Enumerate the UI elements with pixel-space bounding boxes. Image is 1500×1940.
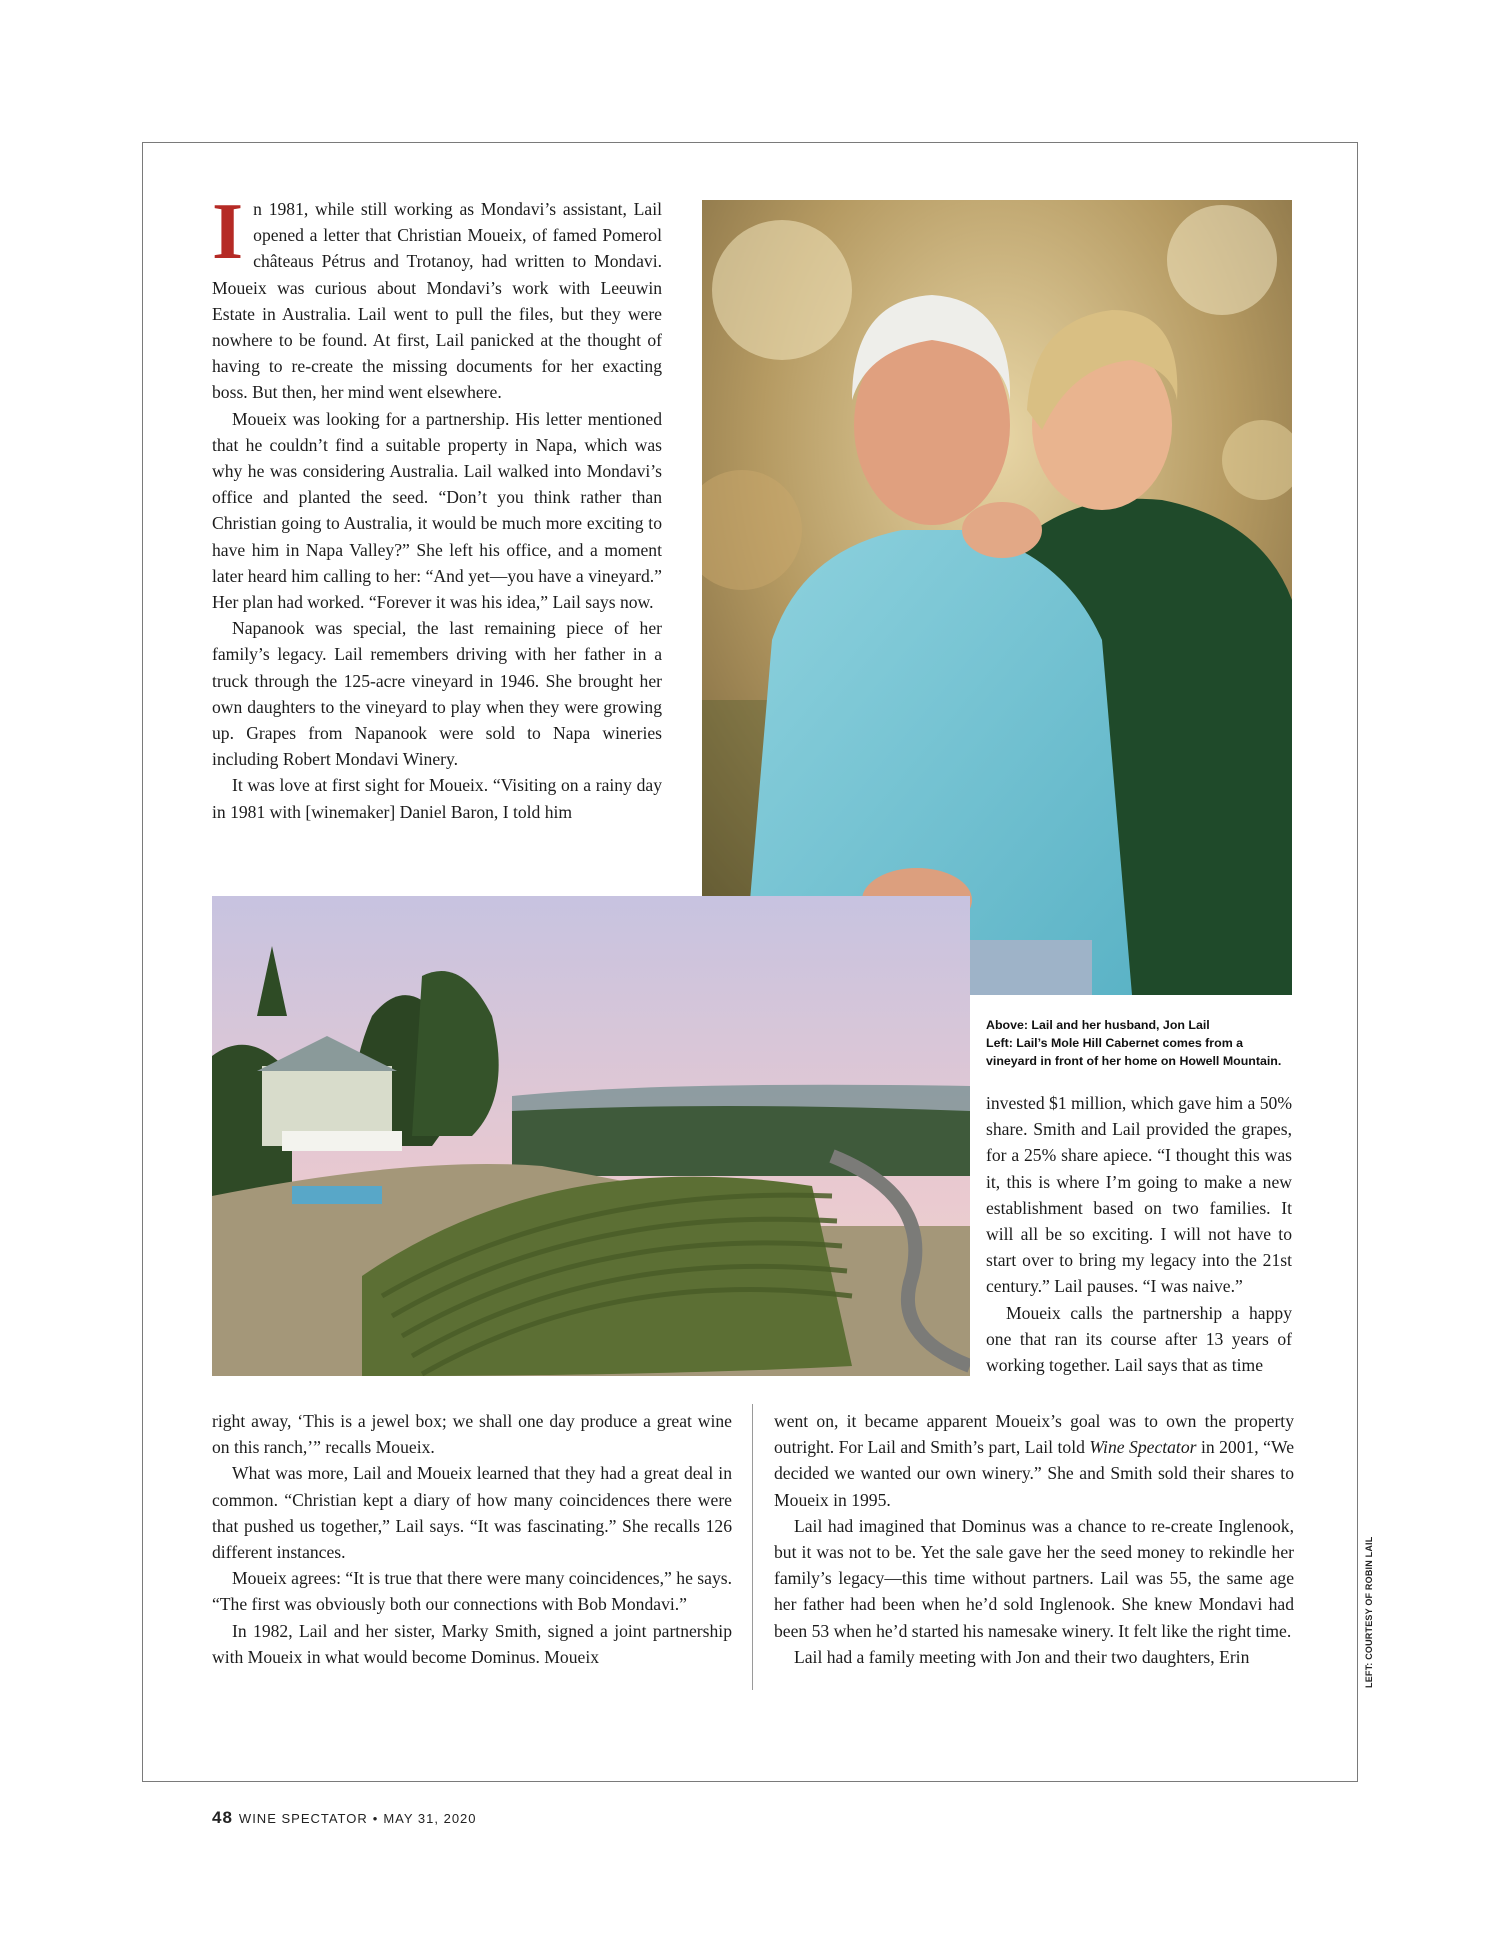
folio-separator: • <box>372 1811 379 1826</box>
article-paragraph: right away, ‘This is a jewel box; we shall one day produce a great wine on this ranch,’” recalls Moueix. <box>212 1411 732 1458</box>
publication-title: WINE SPECTATOR <box>238 1811 368 1826</box>
article-paragraph: It was love at first sight for Moueix. “Visiting on a rainy day in 1981 with [winemaker] Daniel Baron, I told him <box>212 775 662 822</box>
article-column-3 <box>212 1408 732 1670</box>
article-paragraph: In 1981, while still working as Mondavi’s assistant, Lail opened a letter that Christian Moueix, of famed Pomerol châteaus Pétrus and Trotanoy, had written to Mondavi. Moueix was curious about Mondavi’s work with Leeuwin Estate in Australia. Lail went to pull the files, but they were nowhere to be found. At first, Lail panicked at the thought of having to re-create the missing documents for her exacting boss. But then, her mind went elsewhere. <box>212 188 662 403</box>
article-paragraph: In 1982, Lail and her sister, Marky Smith, signed a joint partnership with Moueix in what would become Dominus. Moueix <box>212 1620 732 1667</box>
photo-caption <box>986 1016 1306 1070</box>
caption-line: Above: Lail and her husband, Jon Lail <box>986 1018 1210 1032</box>
article-paragraph: Moueix was looking for a partnership. His letter mentioned that he couldn’t find a suitable property in Napa, which was why he was considering Australia. Lail walked into Mondavi’s office and planted the seed. “Don’t you think rather than Christian going to Australia, it would be much more exciting to have him in Napa Valley?” She left his office, and a moment later heard him calling to her: “And yet—you have a vineyard.” Her plan had worked. “Forever it was his idea,” Lail says now. <box>212 408 662 613</box>
article-column-4 <box>774 1408 1294 1670</box>
article-column-2 <box>986 1090 1292 1378</box>
vineyard-photo <box>212 896 970 1376</box>
article-paragraph: Lail had a family meeting with Jon and their two daughters, Erin <box>794 1646 1250 1667</box>
page-number: 48 <box>212 1808 233 1827</box>
article-paragraph: What was more, Lail and Moueix learned that they had a great deal in common. “Christian kept a diary of how many coincidences there were that pushed us together,” Lail says. “It was fascinating.” She recalls 126 different instances. <box>212 1463 732 1563</box>
publication-name: Wine Spectator <box>1089 1437 1197 1458</box>
article-column-1 <box>212 188 662 825</box>
article-paragraph: invested $1 million, which gave him a 50% share. Smith and Lail provided the grapes, for a 25% share apiece. “I thought this was it, this is where I’m going to make a new establishment based on two families. It will all be so exciting. I will not have to start over to bring my legacy into the 21st century.” Lail pauses. “I was naive.” <box>986 1093 1292 1297</box>
drop-cap: I <box>212 188 244 276</box>
article-paragraph: Moueix calls the partnership a happy one that ran its course after 13 years of working together. Lail says that as time <box>986 1302 1292 1376</box>
article-paragraph: Lail had imagined that Dominus was a chance to re-create Inglenook, but it was not to be. Yet the sale gave her the seed money to rekindle her family’s legacy—this time without partners. Lail was 55, the same age her father had been when he’d sold Inglenook. She knew Mondavi had been 53 when he’d started his namesake winery. It felt like the right time. <box>774 1515 1294 1641</box>
page-folio <box>212 1808 477 1828</box>
couple-photo <box>702 200 1292 995</box>
issue-date: MAY 31, 2020 <box>383 1811 477 1826</box>
article-paragraph: went on, it became apparent Moueix’s goal was to own the property outright. For Lail and Smith’s part, Lail told Wine Spectator in 2001, “We decided we wanted our own winery.” She and Smith sold their shares to Moueix in 1995. <box>774 1411 1294 1510</box>
column-divider <box>752 1404 753 1690</box>
article-paragraph: Napanook was special, the last remaining piece of her family’s legacy. Lail remembers driving with her father in a truck through the 125-acre vineyard in 1946. She brought her own daughters to the vineyard to play when they were growing up. Grapes from Napanook were sold to Napa wineries including Robert Mondavi Winery. <box>212 618 662 770</box>
caption-line: vineyard in front of her home on Howell Mountain. <box>986 1054 1282 1068</box>
article-paragraph: Moueix agrees: “It is true that there were many coincidences,” he says. “The first was obviously both our connections with Bob Mondavi.” <box>212 1568 732 1615</box>
photo-credit: LEFT: COURTESY OF ROBIN LAIL <box>1364 1536 1374 1688</box>
caption-line: Left: Lail’s Mole Hill Cabernet comes from a <box>986 1036 1244 1050</box>
